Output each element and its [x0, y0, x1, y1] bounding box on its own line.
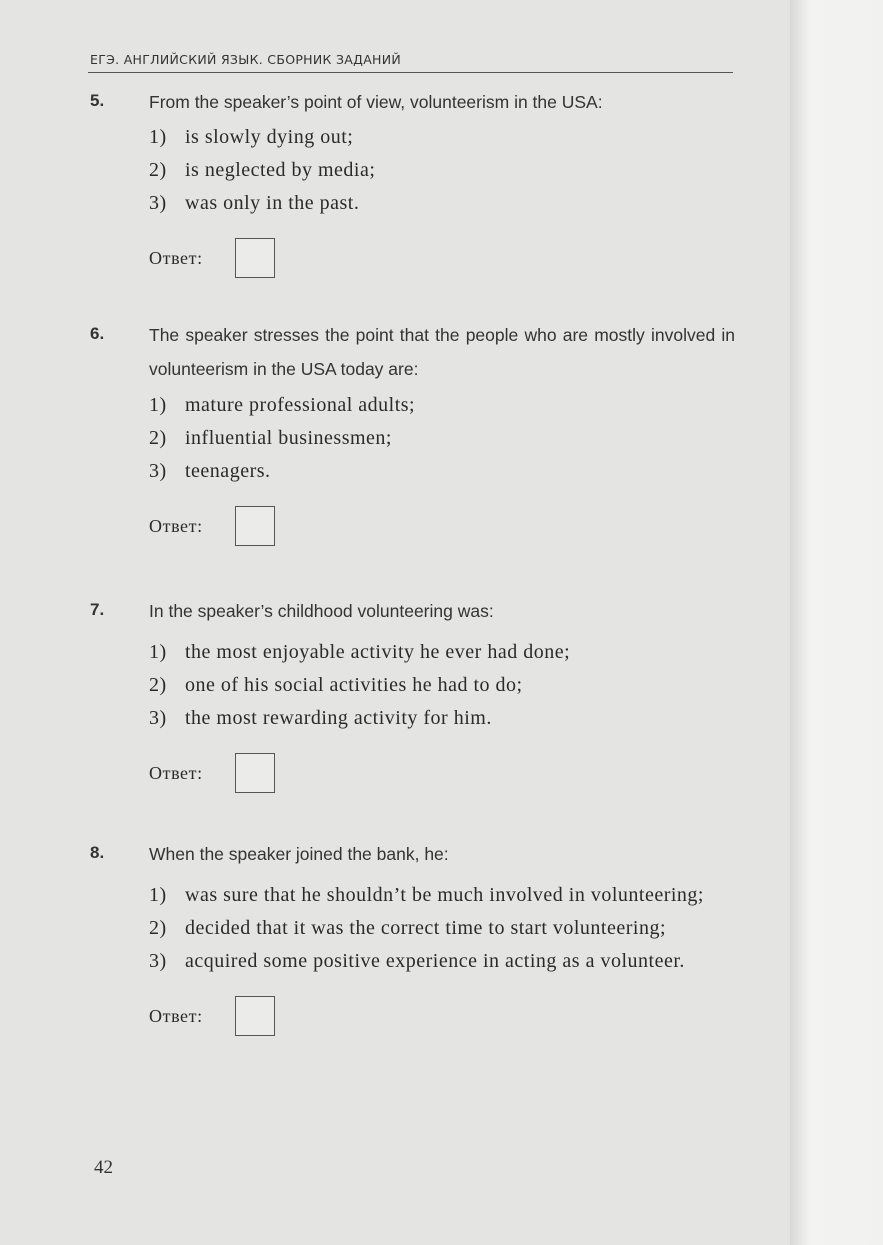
option-2[interactable]: 2) decided that it was the correct time to start volunteering;	[149, 917, 667, 939]
question-text: In the speaker’s childhood volunteering was:	[149, 601, 494, 621]
header-divider	[88, 72, 733, 73]
question-7	[90, 594, 735, 793]
options-list	[149, 121, 735, 220]
option-3[interactable]: 3) the most rewarding activity for him.	[149, 707, 492, 729]
options-list	[149, 636, 735, 735]
page-edge	[790, 0, 883, 1245]
page-number: 42	[94, 1157, 113, 1178]
question-number: 6.	[90, 324, 105, 343]
option-3[interactable]: 3) acquired some positive experience in acting as a volunteer.	[149, 950, 685, 972]
option-3[interactable]: 3) teenagers.	[149, 460, 271, 482]
option-1[interactable]: 1) was sure that he shouldn’t be much involved in volunteering;	[149, 884, 704, 906]
question-5	[90, 85, 735, 278]
answer-row	[149, 753, 735, 793]
option-1[interactable]: 1) mature professional adults;	[149, 394, 416, 416]
answer-row	[149, 996, 735, 1036]
question-number: 5.	[90, 91, 105, 110]
question-6	[90, 318, 735, 546]
option-2[interactable]: 2) one of his social activities he had to do;	[149, 674, 523, 696]
answer-label: Ответ:	[149, 1005, 203, 1026]
answer-label: Ответ:	[149, 515, 203, 536]
answer-box[interactable]	[235, 753, 275, 793]
option-1[interactable]: 1) the most enjoyable activity he ever had done;	[149, 641, 571, 663]
option-2[interactable]: 2) is neglected by media;	[149, 159, 376, 181]
options-list	[149, 879, 735, 978]
question-8	[90, 837, 735, 1036]
answer-box[interactable]	[235, 996, 275, 1036]
option-2[interactable]: 2) influential businessmen;	[149, 427, 392, 449]
answer-label: Ответ:	[149, 247, 203, 268]
answer-label: Ответ:	[149, 762, 203, 783]
question-number: 7.	[90, 600, 105, 619]
running-header: ЕГЭ. АНГЛИЙСКИЙ ЯЗЫК. СБОРНИК ЗАДАНИЙ	[90, 52, 402, 67]
answer-row	[149, 506, 735, 546]
question-text: When the speaker joined the bank, he:	[149, 844, 449, 864]
question-text: The speaker stresses the point that the people who are mostly involved in volunteerism in the USA today are:	[149, 325, 735, 379]
options-list	[149, 389, 735, 488]
option-1[interactable]: 1) is slowly dying out;	[149, 126, 354, 148]
answer-row	[149, 238, 735, 278]
question-number: 8.	[90, 843, 105, 862]
answer-box[interactable]	[235, 506, 275, 546]
question-text: From the speaker’s point of view, volunteerism in the USA:	[149, 92, 603, 112]
answer-box[interactable]	[235, 238, 275, 278]
option-3[interactable]: 3) was only in the past.	[149, 192, 360, 214]
